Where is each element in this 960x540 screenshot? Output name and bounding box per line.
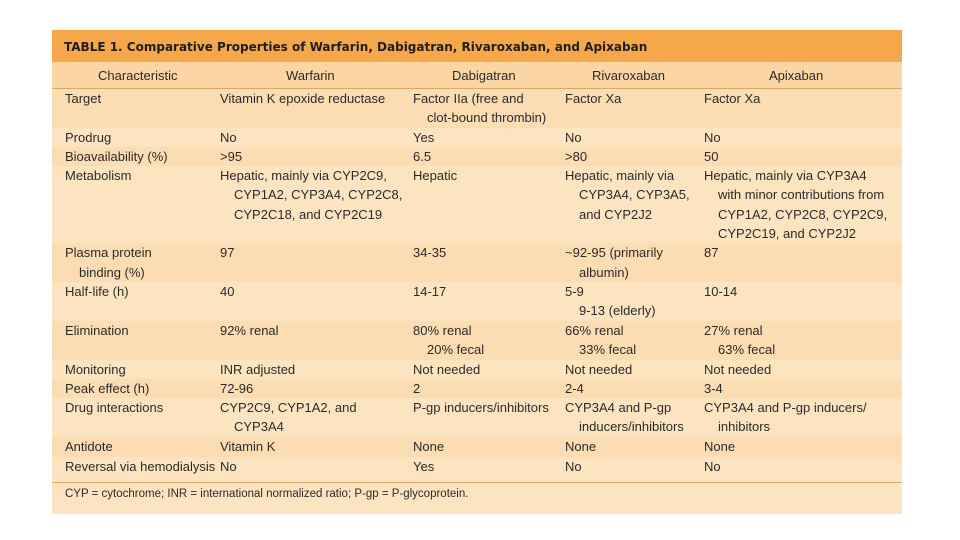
cell-line: Reversal via hemodialysis	[65, 458, 216, 474]
table-row	[52, 166, 902, 243]
cell-line: CYP3A4	[234, 419, 284, 435]
cell-line: CYP1A2, CYP2C8, CYP2C9,	[718, 206, 888, 222]
table-cell-dabigatran	[413, 437, 444, 456]
table-cell-apixaban	[704, 166, 887, 243]
table-cell-apixaban	[704, 147, 718, 166]
cell-line: No	[565, 129, 582, 145]
table-cell-dabigatran	[413, 128, 434, 147]
cell-line: CYP2C18, and CYP2C19	[234, 206, 383, 222]
cell-line: 33% fecal	[579, 342, 637, 358]
table-cell-characteristic	[65, 437, 113, 456]
cell-line: No	[704, 129, 721, 145]
column-header-warfarin: Warfarin	[286, 68, 335, 83]
table-cell-dabigatran	[413, 282, 446, 301]
table-cell-rivaroxaban	[565, 243, 663, 282]
cell-line: 97	[220, 245, 235, 261]
cell-line: 14-17	[413, 284, 447, 299]
table-cell-rivaroxaban	[565, 437, 596, 456]
table-cell-characteristic	[65, 128, 111, 147]
cell-line: 63% fecal	[718, 342, 776, 358]
cell-line: CYP1A2, CYP3A4, CYP2C8,	[234, 187, 403, 203]
cell-line: 92% renal	[220, 323, 279, 338]
cell-line: albumin)	[579, 264, 629, 280]
cell-line: Prodrug	[65, 129, 112, 145]
table-row	[52, 457, 902, 483]
cell-line: 6.5	[413, 148, 432, 164]
cell-line: No	[220, 129, 237, 145]
table-cell-warfarin	[220, 398, 357, 437]
cell-line: Yes	[413, 458, 435, 474]
table-cell-characteristic	[65, 166, 131, 185]
cell-line: No	[565, 458, 582, 474]
column-header-rivaroxaban: Rivaroxaban	[592, 68, 665, 83]
cell-line: inducers/inhibitors	[579, 419, 684, 435]
table-footnote: CYP = cytochrome; INR = international normalized ratio; P-gp = P-glycoprotein.	[65, 488, 469, 500]
cell-line: Hepatic, mainly via CYP3A4	[704, 168, 867, 184]
table-row	[52, 437, 902, 457]
cell-line: CYP3A4 and P-gp inducers/	[704, 400, 867, 415]
table-cell-warfarin	[220, 89, 385, 108]
table-cell-apixaban	[704, 398, 867, 437]
table-cell-characteristic	[65, 243, 152, 282]
cell-line: 87	[704, 245, 719, 261]
table-cell-apixaban	[704, 457, 721, 476]
cell-line: >95	[220, 148, 243, 164]
table-header-row	[52, 62, 902, 89]
table-title: TABLE 1. Comparative Properties of Warfarin, Dabigatran, Rivaroxaban, and Apixaban	[52, 30, 902, 62]
table-row	[52, 360, 902, 380]
table-cell-rivaroxaban	[565, 379, 584, 398]
cell-line: 27% renal	[704, 323, 763, 338]
cell-line: clot-bound thrombin)	[427, 110, 547, 126]
table-row	[52, 128, 902, 147]
table-cell-characteristic	[65, 360, 126, 379]
table-cell-characteristic	[65, 89, 101, 108]
table-panel	[52, 30, 902, 514]
cell-line: inhibitors	[718, 419, 771, 435]
cell-line: Hepatic	[413, 168, 458, 184]
cell-line: and CYP2J2	[579, 206, 652, 222]
cell-line: 72-96	[220, 381, 254, 396]
cell-line: No	[220, 458, 237, 474]
table-cell-warfarin	[220, 282, 234, 301]
table-cell-apixaban	[704, 128, 721, 147]
table-cell-warfarin	[220, 243, 234, 262]
cell-line: 34-35	[413, 245, 447, 261]
table-cell-dabigatran	[413, 457, 434, 476]
table-cell-rivaroxaban	[565, 128, 582, 147]
cell-line: INR adjusted	[220, 361, 296, 377]
table-cell-dabigatran	[413, 147, 431, 166]
table-cell-warfarin	[220, 321, 279, 340]
cell-line: 40	[220, 284, 235, 299]
cell-line: Monitoring	[65, 361, 126, 377]
table-cell-warfarin	[220, 360, 295, 379]
table-cell-dabigatran	[413, 379, 420, 398]
cell-line: 80% renal	[413, 323, 472, 338]
table-cell-characteristic	[65, 457, 215, 476]
cell-line: Not needed	[704, 361, 772, 377]
table-cell-warfarin	[220, 379, 253, 398]
cell-line: 20% fecal	[427, 342, 485, 358]
table-cell-characteristic	[65, 398, 163, 417]
cell-line: 3-4	[704, 381, 723, 396]
table-cell-rivaroxaban	[565, 147, 587, 166]
cell-line: Not needed	[565, 361, 633, 377]
table-row	[52, 398, 902, 437]
table-cell-warfarin	[220, 166, 402, 224]
cell-line: No	[704, 458, 721, 474]
cell-line: Vitamin K	[220, 439, 276, 454]
cell-line: Factor Xa	[704, 91, 761, 106]
table-cell-rivaroxaban	[565, 282, 656, 321]
column-header-characteristic: Characteristic	[98, 68, 178, 83]
cell-line: 5-9	[565, 284, 584, 299]
table-cell-dabigatran	[413, 89, 546, 128]
cell-line: None	[565, 439, 597, 454]
table-cell-rivaroxaban	[565, 360, 632, 379]
cell-line: CYP2C19, and CYP2J2	[718, 226, 857, 242]
cell-line: P-gp inducers/inhibitors	[413, 400, 549, 415]
cell-line: Hepatic, mainly via CYP2C9,	[220, 168, 387, 184]
table-cell-rivaroxaban	[565, 321, 636, 360]
table-row	[52, 147, 902, 166]
table-cell-dabigatran	[413, 243, 446, 262]
table-cell-apixaban	[704, 437, 735, 456]
cell-line: Target	[65, 91, 102, 106]
table-cell-apixaban	[704, 89, 760, 108]
table-cell-characteristic	[65, 147, 168, 166]
table-cell-apixaban	[704, 282, 737, 301]
table-cell-apixaban	[704, 379, 723, 398]
cell-line: CYP3A4, CYP3A5,	[579, 187, 690, 203]
cell-line: CYP2C9, CYP1A2, and	[220, 400, 357, 415]
table-cell-dabigatran	[413, 321, 484, 360]
cell-line: Plasma protein	[65, 245, 152, 261]
cell-line: Drug interactions	[65, 400, 164, 415]
cell-line: 9-13 (elderly)	[579, 303, 656, 319]
cell-line: Not needed	[413, 361, 481, 377]
table-cell-warfarin	[220, 437, 275, 456]
footer-divider	[52, 482, 902, 483]
table-cell-rivaroxaban	[565, 398, 684, 437]
cell-line: Half-life (h)	[65, 284, 129, 299]
table-cell-dabigatran	[413, 398, 549, 417]
cell-line: CYP3A4 and P-gp	[565, 400, 672, 415]
column-header-apixaban: Apixaban	[769, 68, 824, 83]
table-row	[52, 282, 902, 321]
cell-line: Metabolism	[65, 168, 132, 184]
table-row	[52, 89, 902, 128]
table-cell-characteristic	[65, 379, 149, 398]
cell-line: ~92-95 (primarily	[565, 245, 663, 261]
cell-line: None	[704, 439, 736, 454]
column-header-dabigatran: Dabigatran	[452, 68, 516, 83]
table-cell-dabigatran	[413, 166, 457, 185]
cell-line: Factor Xa	[565, 91, 622, 106]
cell-line: with minor contributions from	[718, 187, 885, 203]
cell-line: Vitamin K epoxide reductase	[220, 91, 386, 106]
table-cell-apixaban	[704, 321, 775, 360]
cell-line: 66% renal	[565, 323, 624, 338]
cell-line: Hepatic, mainly via	[565, 168, 675, 184]
cell-line: 2-4	[565, 381, 584, 396]
cell-line: 50	[704, 148, 719, 164]
table-row	[52, 321, 902, 360]
cell-line: 2	[413, 381, 421, 396]
cell-line: None	[413, 439, 445, 454]
cell-line: 10-14	[704, 284, 738, 299]
cell-line: Yes	[413, 129, 435, 145]
table-cell-rivaroxaban	[565, 166, 690, 224]
cell-line: binding (%)	[79, 264, 145, 280]
table-row	[52, 379, 902, 398]
table-cell-rivaroxaban	[565, 457, 582, 476]
cell-line: Factor IIa (free and	[413, 91, 524, 106]
cell-line: Peak effect (h)	[65, 381, 150, 396]
cell-line: >80	[565, 148, 588, 164]
table-cell-apixaban	[704, 360, 771, 379]
table-cell-characteristic	[65, 321, 129, 340]
table-cell-warfarin	[220, 457, 237, 476]
cell-line: Elimination	[65, 323, 129, 338]
cell-line: Antidote	[65, 439, 113, 454]
table-cell-dabigatran	[413, 360, 480, 379]
table-cell-apixaban	[704, 243, 718, 262]
table-cell-characteristic	[65, 282, 129, 301]
table-cell-warfarin	[220, 128, 237, 147]
table-row	[52, 243, 902, 282]
table-cell-warfarin	[220, 147, 242, 166]
table-cell-rivaroxaban	[565, 89, 621, 108]
cell-line: Bioavailability (%)	[65, 148, 168, 164]
